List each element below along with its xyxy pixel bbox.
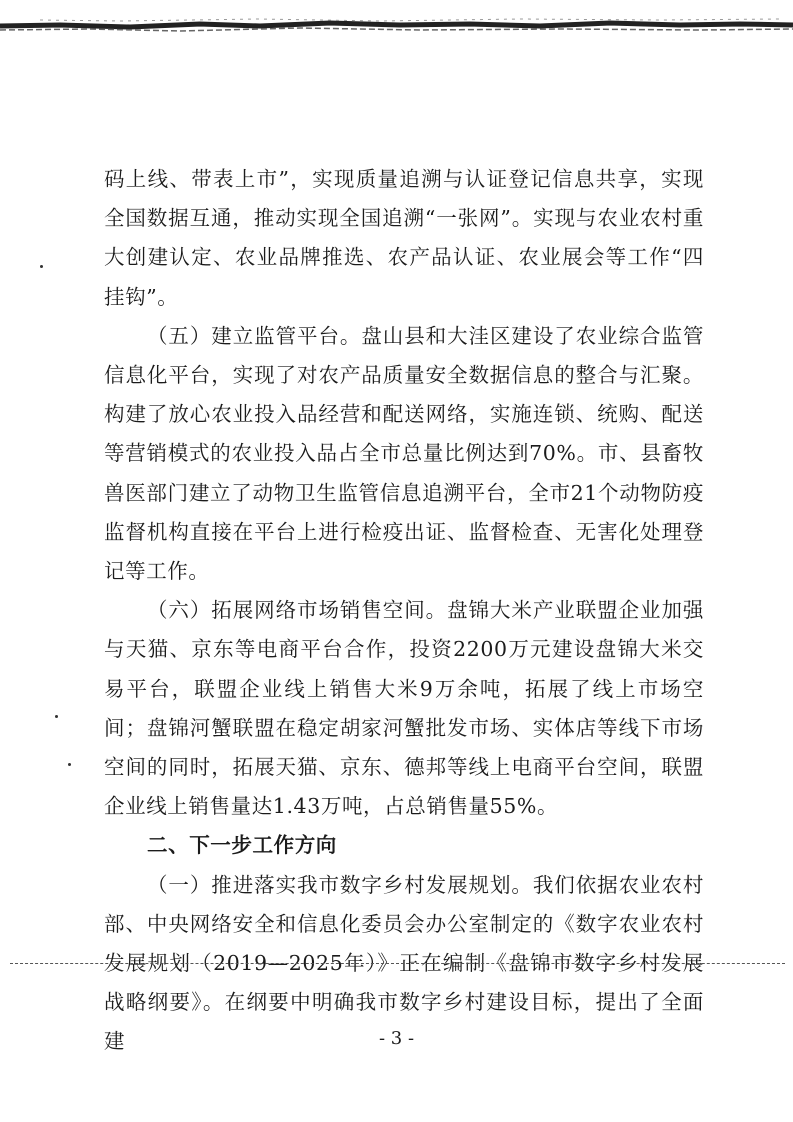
paragraph-supervision-platform: （五）建立监管平台。盘山县和大洼区建设了农业综合监管信息化平台，实现了对农产品质量安全数据信息的整合与汇聚。构建了放心农业投入品经营和配送网络，实施连锁、统购、配送等营销模式的农业投入品占全市总量比例达到70%。市、县畜牧兽医部门建立了动物卫生监管信息追溯平台，全市21个动物防疫监督机构直接在平台上进行检疫出证、监督检查、无害化处理登记等工作。 [104,323,704,584]
paragraph-digital-village-plan: （一）推进落实我市数字乡村发展规划。我们依据农业农村部、中央网络安全和信息化委员会办公室制定的《数字农业农村发展规划（2019—2025年）》正在编制《盘锦市数字乡村发展战略纲要》。在纲要中明确我市数字乡村建设目标，提出了全面建 [104,872,704,1054]
scan-speck [40,265,43,268]
scan-fold-line [10,963,785,964]
page-number: - 3 - [378,1028,415,1049]
section-heading: 二、下一步工作方向 [147,833,337,858]
scan-speck [55,715,58,718]
paragraph-traceability: 码上线、带表上市”，实现质量追溯与认证登记信息共享，实现全国数据互通，推动实现全国追溯“一张网”。实现与农业农村重大创建认定、农业品牌推选、农产品认证、农业展会等工作“四挂钩”。 [104,167,704,309]
paragraph-online-market: （六）拓展网络市场销售空间。盘锦大米产业联盟企业加强与天猫、京东等电商平台合作，投资2200万元建设盘锦大米交易平台，联盟企业线上销售大米9万余吨，拓展了线上市场空间；盘锦河蟹联盟在稳定胡家河蟹批发市场、实体店等线下市场空间的同时，拓展天猫、京东、德邦等线上电商平台空间，联盟企业线上销售量达1.43万吨，占总销售量55%。 [104,598,704,819]
scan-speck [68,763,71,766]
scan-edge-artifact [0,14,793,34]
document-body [104,160,704,1062]
